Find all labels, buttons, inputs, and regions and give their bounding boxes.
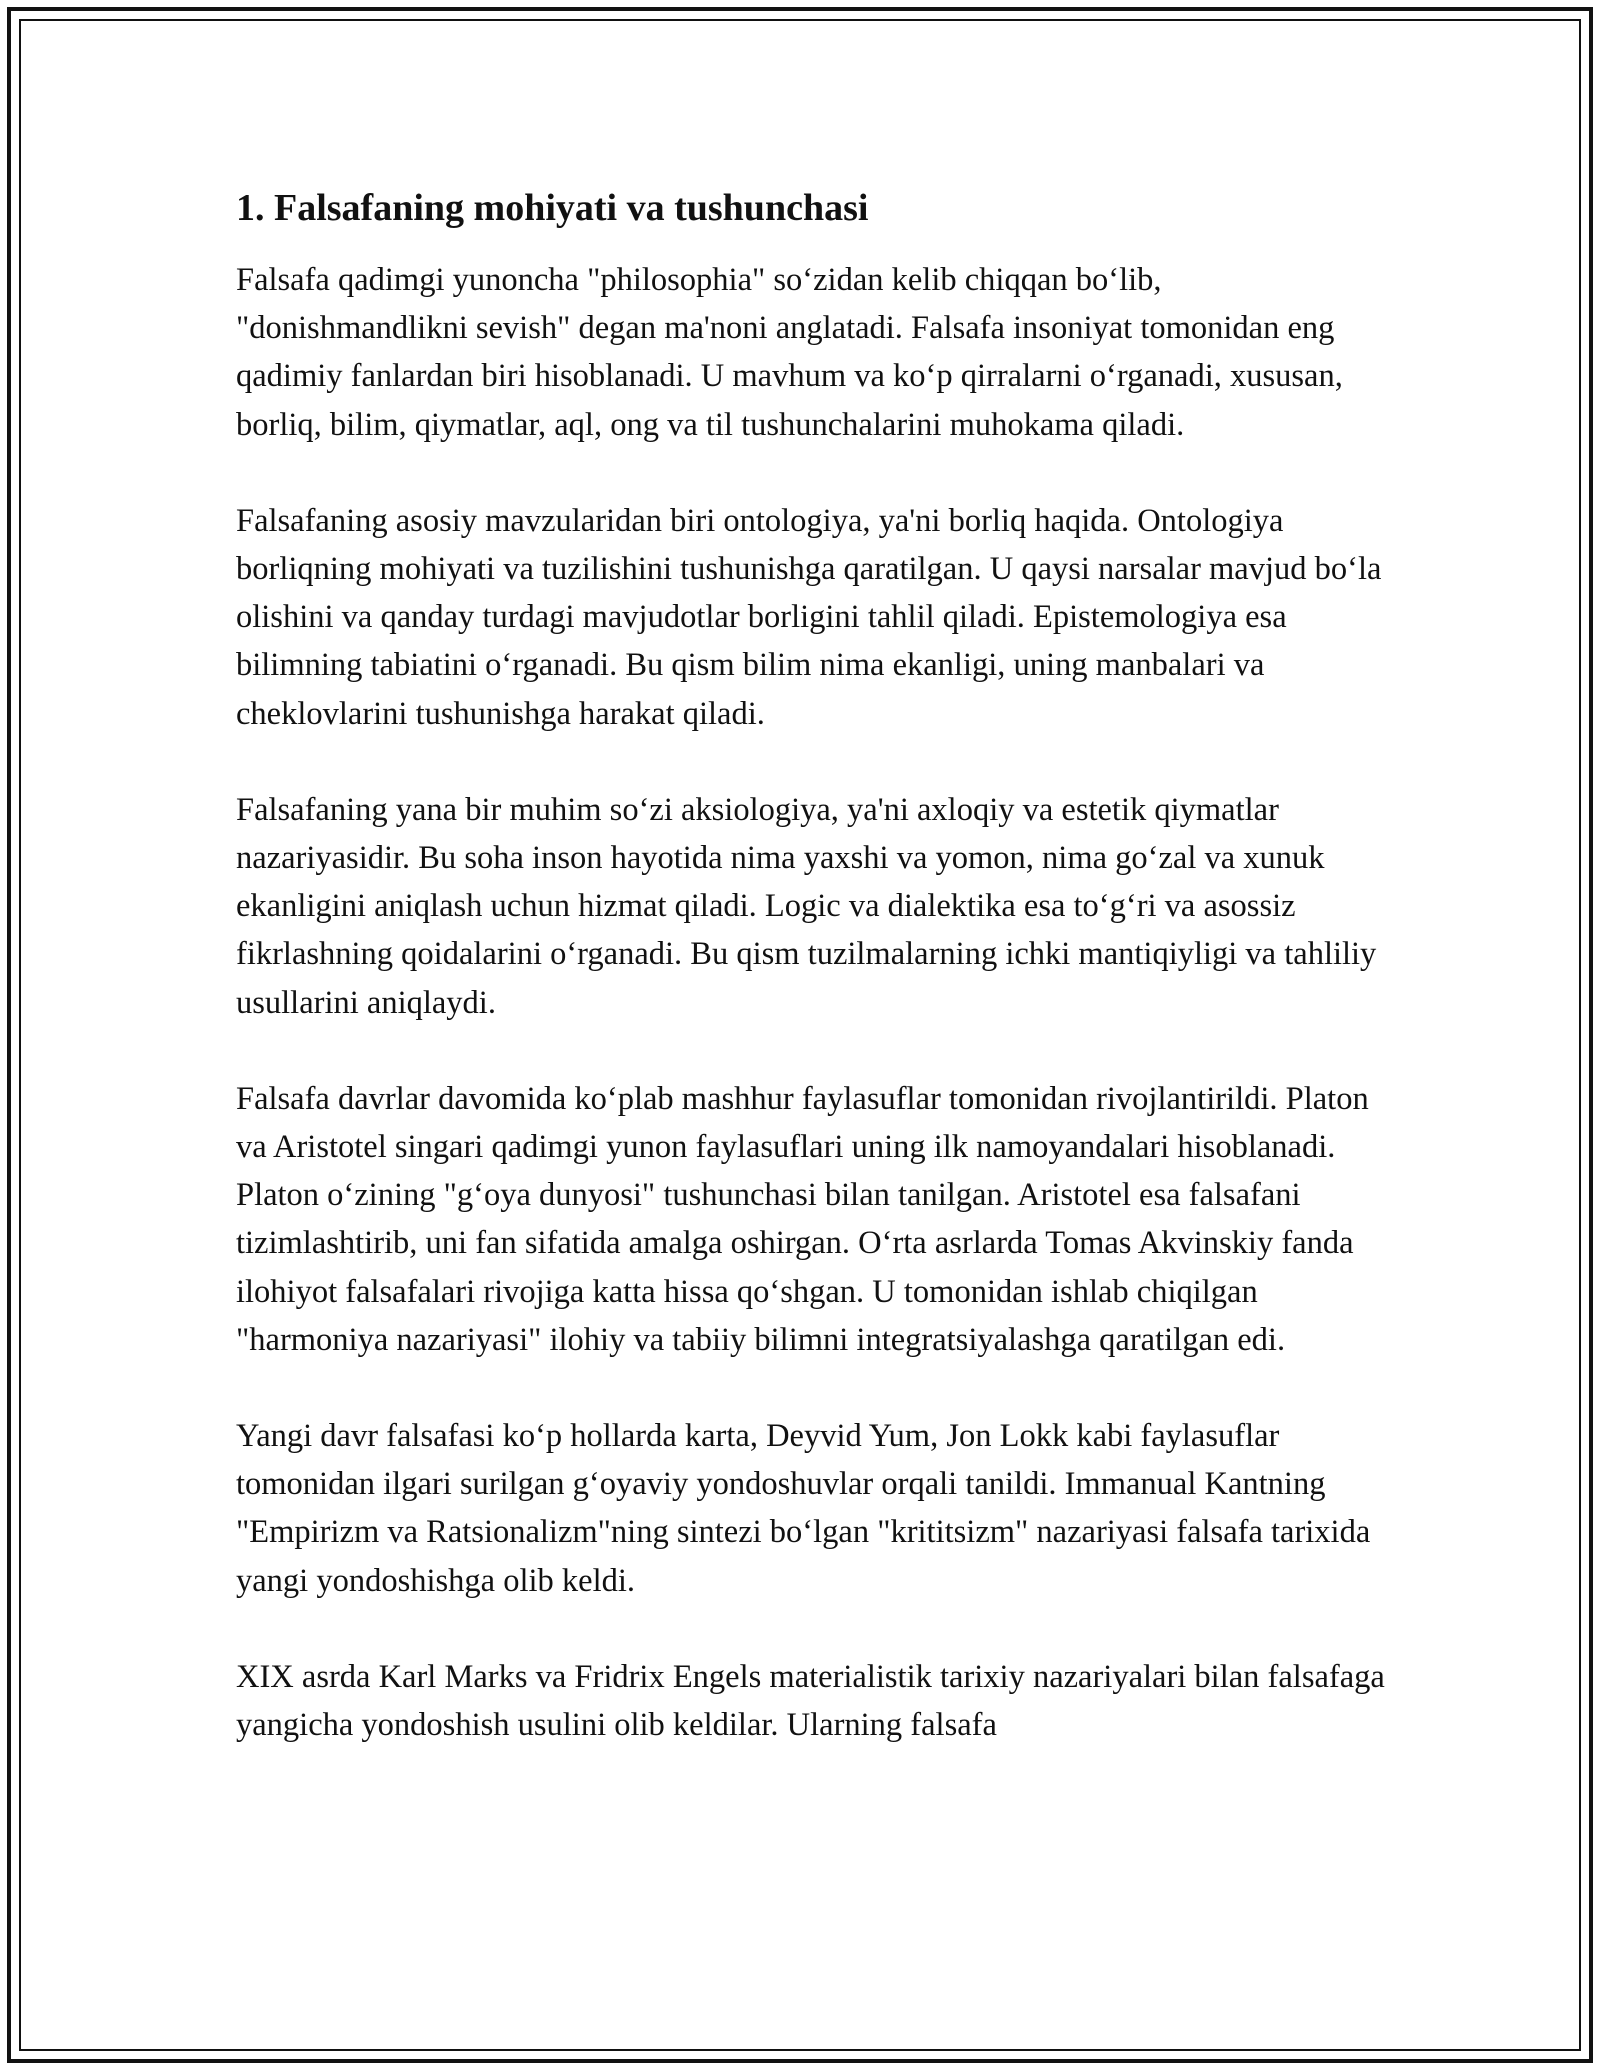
- paragraph-2: Falsafaning asosiy mavzularidan biri ontologiya, ya'ni borliq haqida. Ontologiya borliqning mohiyati va tuzilishini tushunishga qaratilgan. U qaysi narsalar mavjud bo‘la olishini va qanday turdagi mavjudotlar borligini tahlil qiladi. Epistemologiya esa bilimning tabiatini o‘rganadi. Bu qism bilim nima ekanligi, uning manbalari va cheklovlarini tushunishga harakat qiladi.: [236, 502, 1382, 732]
- section-heading: 1. Falsafaning mohiyati va tushunchasi: [236, 187, 869, 229]
- paragraph-1: Falsafa qadimgi yunoncha "philosophia" so‘zidan kelib chiqqan bo‘lib, "donishmandlikni sevish" degan ma'noni anglatadi. Falsafa insoniyat tomonidan eng qadimiy fanlardan biri hisoblanadi. U mavhum va ko‘p qirralarni o‘rganadi, xususan, borliq, bilim, qiymatlar, aql, ong va til tushunchalarini muhokama qiladi.: [236, 262, 1343, 443]
- paragraph-6: XIX asrda Karl Marks va Fridrix Engels materialistik tarixiy nazariyalari bilan falsafaga yangicha yondoshish usulini olib keldilar. Ularning falsafa: [236, 1658, 1385, 1744]
- paragraph-3: Falsafaning yana bir muhim so‘zi aksiologiya, ya'ni axloqiy va estetik qiymatlar nazariyasidir. Bu soha inson hayotida nima yaxshi va yomon, nima go‘zal va xunuk ekanligini aniqlash uchun hizmat qiladi. Logic va dialektika esa to‘g‘ri va asossiz fikrlashning qoidalarini o‘rganadi. Bu qism tuzilmalarning ichki mantiqiyligi va tahliliy usullarini aniqlaydi.: [236, 791, 1377, 1021]
- paragraph-5: Yangi davr falsafasi ko‘p hollarda karta, Deyvid Yum, Jon Lokk kabi faylasuflar tomonidan ilgari surilgan g‘oyaviy yondoshuvlar orqali tanildi. Immanual Kantning "Empirizm va Ratsionalizm"ning sintezi bo‘lgan "krititsizm" nazariyasi falsafa tarixida yangi yondoshishga olib keldi.: [236, 1418, 1371, 1599]
- paragraph-4: Falsafa davrlar davomida ko‘plab mashhur faylasuflar tomonidan rivojlantirildi. Platon va Aristotel singari qadimgi yunon faylasuflari uning ilk namoyandalari hisoblanadi. Platon o‘zining "g‘oya dunyosi" tushunchasi bilan tanilgan. Aristotel esa falsafani tizimlashtirib, uni fan sifatida amalga oshirgan. O‘rta asrlarda Tomas Akvinskiy fanda ilohiyot falsafalari rivojiga katta hissa qo‘shgan. U tomonidan ishlab chiqilgan "harmoniya nazariyasi" ilohiy va tabiiy bilimni integratsiyalashga qaratilgan edi.: [236, 1080, 1369, 1358]
- document-body: [236, 184, 1386, 1797]
